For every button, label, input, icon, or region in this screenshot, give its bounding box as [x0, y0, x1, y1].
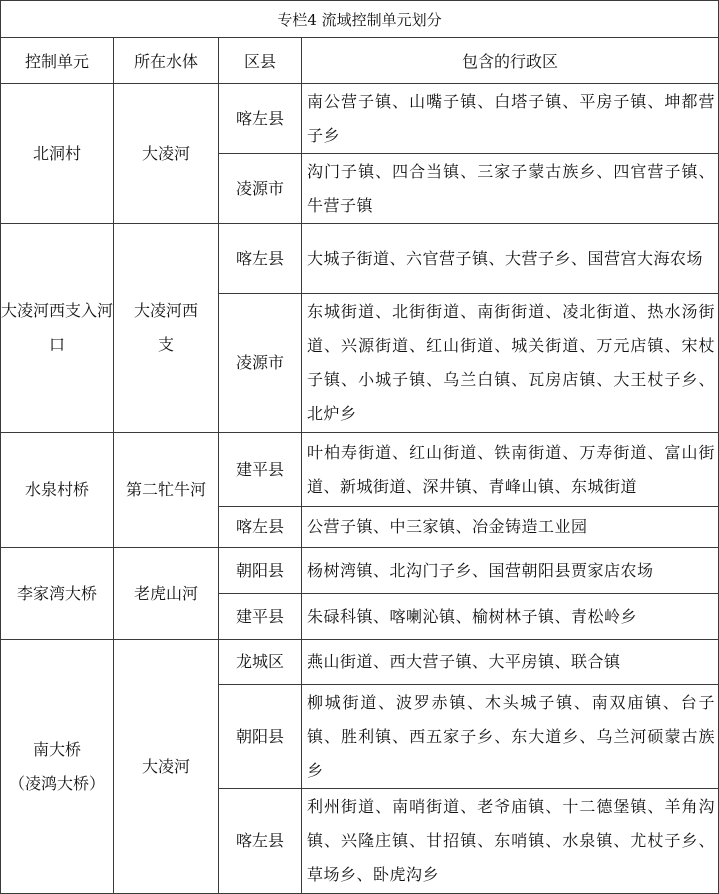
county-cell: 朝阳县	[219, 685, 302, 789]
districts-cell: 大城子街道、六官营子镇、大营子乡、国营宫大海农场	[302, 224, 719, 294]
table-caption-row	[1, 1, 719, 38]
control-unit-cell: 水泉村桥	[1, 433, 114, 548]
county-cell: 建平县	[219, 594, 302, 640]
table-row	[1, 224, 719, 294]
header-districts: 包含的行政区	[302, 38, 719, 84]
county-cell: 喀左县	[219, 84, 302, 154]
control-unit-cell: 大凌河西支入河口	[1, 224, 114, 433]
control-unit-alias: （凌鸿大桥）	[8, 773, 105, 793]
table-header-row	[1, 38, 719, 84]
control-unit-name: 南大桥	[32, 739, 81, 759]
county-cell: 建平县	[219, 433, 302, 507]
county-cell: 凌源市	[219, 154, 302, 224]
water-body-cell	[114, 224, 219, 433]
districts-cell: 沟门子镇、四合当镇、三家子蒙古族乡、四官营子镇、牛营子镇	[302, 154, 719, 224]
county-cell: 凌源市	[219, 294, 302, 433]
table-row	[1, 84, 719, 154]
table-row	[1, 640, 719, 685]
header-control-unit: 控制单元	[1, 38, 114, 84]
districts-cell: 叶柏寿街道、红山街道、铁南街道、万寿街道、富山街道、新城街道、深井镇、青峰山镇、东城街道	[302, 433, 719, 507]
county-cell: 朝阳县	[219, 548, 302, 594]
county-cell: 喀左县	[219, 224, 302, 294]
county-cell: 龙城区	[219, 640, 302, 685]
districts-cell: 柳城街道、波罗赤镇、木头城子镇、南双庙镇、台子镇、胜利镇、西五家子乡、东大道乡、乌兰河硕蒙古族乡	[302, 685, 719, 789]
control-unit-cell	[1, 640, 114, 894]
county-cell: 喀左县	[219, 789, 302, 894]
water-body-cell: 大凌河	[114, 640, 219, 894]
control-unit-cell: 北洞村	[1, 84, 114, 224]
water-body-cell: 第二牤牛河	[114, 433, 219, 548]
county-cell: 喀左县	[219, 507, 302, 548]
districts-cell: 燕山街道、西大营子镇、大平房镇、联合镇	[302, 640, 719, 685]
table-row	[1, 433, 719, 507]
districts-cell: 杨树湾镇、北沟门子乡、国营朝阳县贾家店农场	[302, 548, 719, 594]
districts-cell: 朱碌科镇、喀喇沁镇、榆树林子镇、青松岭乡	[302, 594, 719, 640]
districts-cell: 利州街道、南哨街道、老爷庙镇、十二德堡镇、羊角沟镇、兴隆庄镇、甘招镇、东哨镇、水泉镇、尤杖子乡、草场乡、卧虎沟乡	[302, 789, 719, 894]
control-unit-cell: 李家湾大桥	[1, 548, 114, 640]
table-row	[1, 548, 719, 594]
header-water-body: 所在水体	[114, 38, 219, 84]
districts-cell: 东城街道、北街街道、南街街道、凌北街道、热水汤街道、兴源街道、红山街道、城关街道、万元店镇、宋杖子镇、小城子镇、乌兰白镇、瓦房店镇、大王杖子乡、北炉乡	[302, 294, 719, 433]
header-county: 区县	[219, 38, 302, 84]
water-body-text: 大凌河西支	[133, 301, 198, 354]
table-title: 专栏4 流域控制单元划分	[1, 1, 719, 38]
water-body-cell: 老虎山河	[114, 548, 219, 640]
districts-cell: 南公营子镇、山嘴子镇、白塔子镇、平房子镇、坤都营子乡	[302, 84, 719, 154]
water-body-cell: 大凌河	[114, 84, 219, 224]
districts-cell: 公营子镇、中三家镇、冶金铸造工业园	[302, 507, 719, 548]
